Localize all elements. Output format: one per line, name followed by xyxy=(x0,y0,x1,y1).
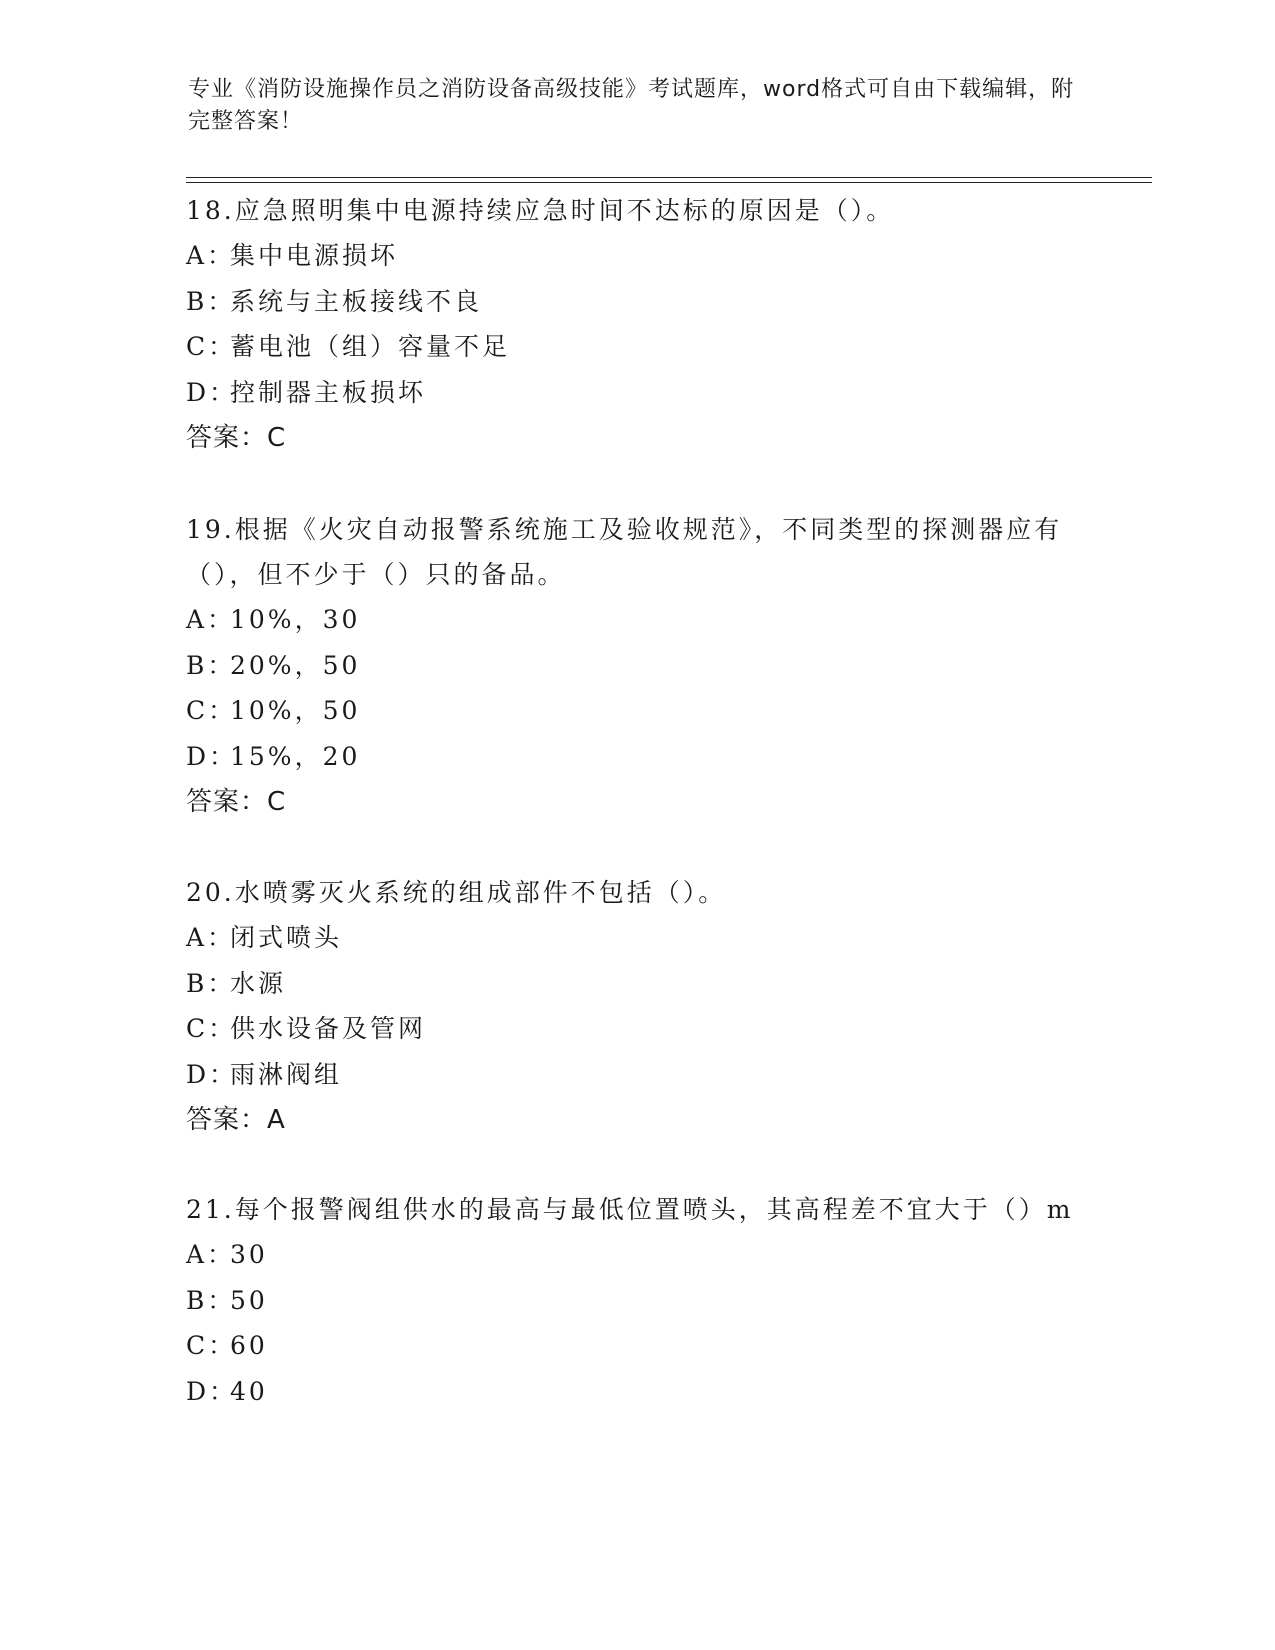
option-text: 水源 xyxy=(230,968,287,998)
answer-line: 答案：A xyxy=(186,1105,286,1135)
option-text: 40 xyxy=(230,1376,268,1406)
question-21 xyxy=(186,1187,1086,1414)
option-text: 蓄电池（组）容量不足 xyxy=(230,332,511,361)
option-d xyxy=(186,370,1086,416)
option-text: 10%，50 xyxy=(230,696,361,725)
option-text: 集中电源损坏 xyxy=(230,241,399,270)
option-text: 50 xyxy=(230,1285,268,1315)
option-letter: B： xyxy=(186,968,236,998)
option-a xyxy=(186,915,1086,961)
option-text: 闭式喷头 xyxy=(230,923,343,952)
document-header: 专业《消防设施操作员之消防设备高级技能》考试题库，word格式可自由下载编辑，附完整答案！ xyxy=(188,77,1075,134)
option-text: 60 xyxy=(230,1331,268,1360)
option-letter: A： xyxy=(186,923,236,952)
question-title: 18.应急照明集中电源持续应急时间不达标的原因是（）。 xyxy=(186,196,895,225)
option-text: 10%，30 xyxy=(230,605,361,634)
option-letter: D： xyxy=(186,741,238,771)
question-title: 19.根据《火灾自动报警系统施工及验收规范》，不同类型的探测器应有（），但不少于（）只的备品。 xyxy=(186,515,1063,589)
option-c xyxy=(186,688,1086,734)
option-d xyxy=(186,734,1086,780)
answer-line: 答案：C xyxy=(186,423,287,453)
option-text: 20%，50 xyxy=(230,650,361,680)
option-letter: D： xyxy=(186,1059,238,1089)
option-d xyxy=(186,1369,1086,1415)
option-letter: D： xyxy=(186,1376,238,1406)
option-a xyxy=(186,1232,1086,1278)
header-divider-bottom xyxy=(186,182,1152,183)
option-b xyxy=(186,1278,1086,1324)
option-b xyxy=(186,961,1086,1007)
question-title: 20.水喷雾灭火系统的组成部件不包括（）。 xyxy=(186,878,727,907)
option-text: 15%，20 xyxy=(230,741,361,771)
option-text: 雨淋阀组 xyxy=(230,1059,343,1089)
option-d xyxy=(186,1052,1086,1098)
option-letter: B： xyxy=(186,650,236,680)
option-letter: A： xyxy=(186,241,236,270)
option-text: 30 xyxy=(230,1240,268,1269)
option-a xyxy=(186,597,1086,643)
answer-line: 答案：C xyxy=(186,787,287,817)
option-c xyxy=(186,1006,1086,1052)
option-letter: C： xyxy=(186,1331,237,1360)
option-letter: A： xyxy=(186,1240,236,1269)
option-text: 系统与主板接线不良 xyxy=(230,286,483,316)
option-a xyxy=(186,233,1086,279)
option-letter: C： xyxy=(186,1014,237,1043)
option-letter: B： xyxy=(186,286,236,316)
question-18 xyxy=(186,188,1086,461)
option-c xyxy=(186,1323,1086,1369)
option-letter: B： xyxy=(186,1285,236,1315)
option-letter: A： xyxy=(186,605,236,634)
header-divider-top xyxy=(186,177,1152,178)
question-title: 21.每个报警阀组供水的最高与最低位置喷头，其高程差不宜大于（）m xyxy=(186,1195,1074,1224)
option-b xyxy=(186,643,1086,689)
option-text: 控制器主板损坏 xyxy=(230,377,427,407)
option-letter: C： xyxy=(186,696,237,725)
question-19 xyxy=(186,507,1086,825)
option-letter: C： xyxy=(186,332,237,361)
option-text: 供水设备及管网 xyxy=(230,1014,427,1043)
option-b xyxy=(186,279,1086,325)
option-c xyxy=(186,324,1086,370)
question-20 xyxy=(186,870,1086,1143)
option-letter: D： xyxy=(186,377,238,407)
